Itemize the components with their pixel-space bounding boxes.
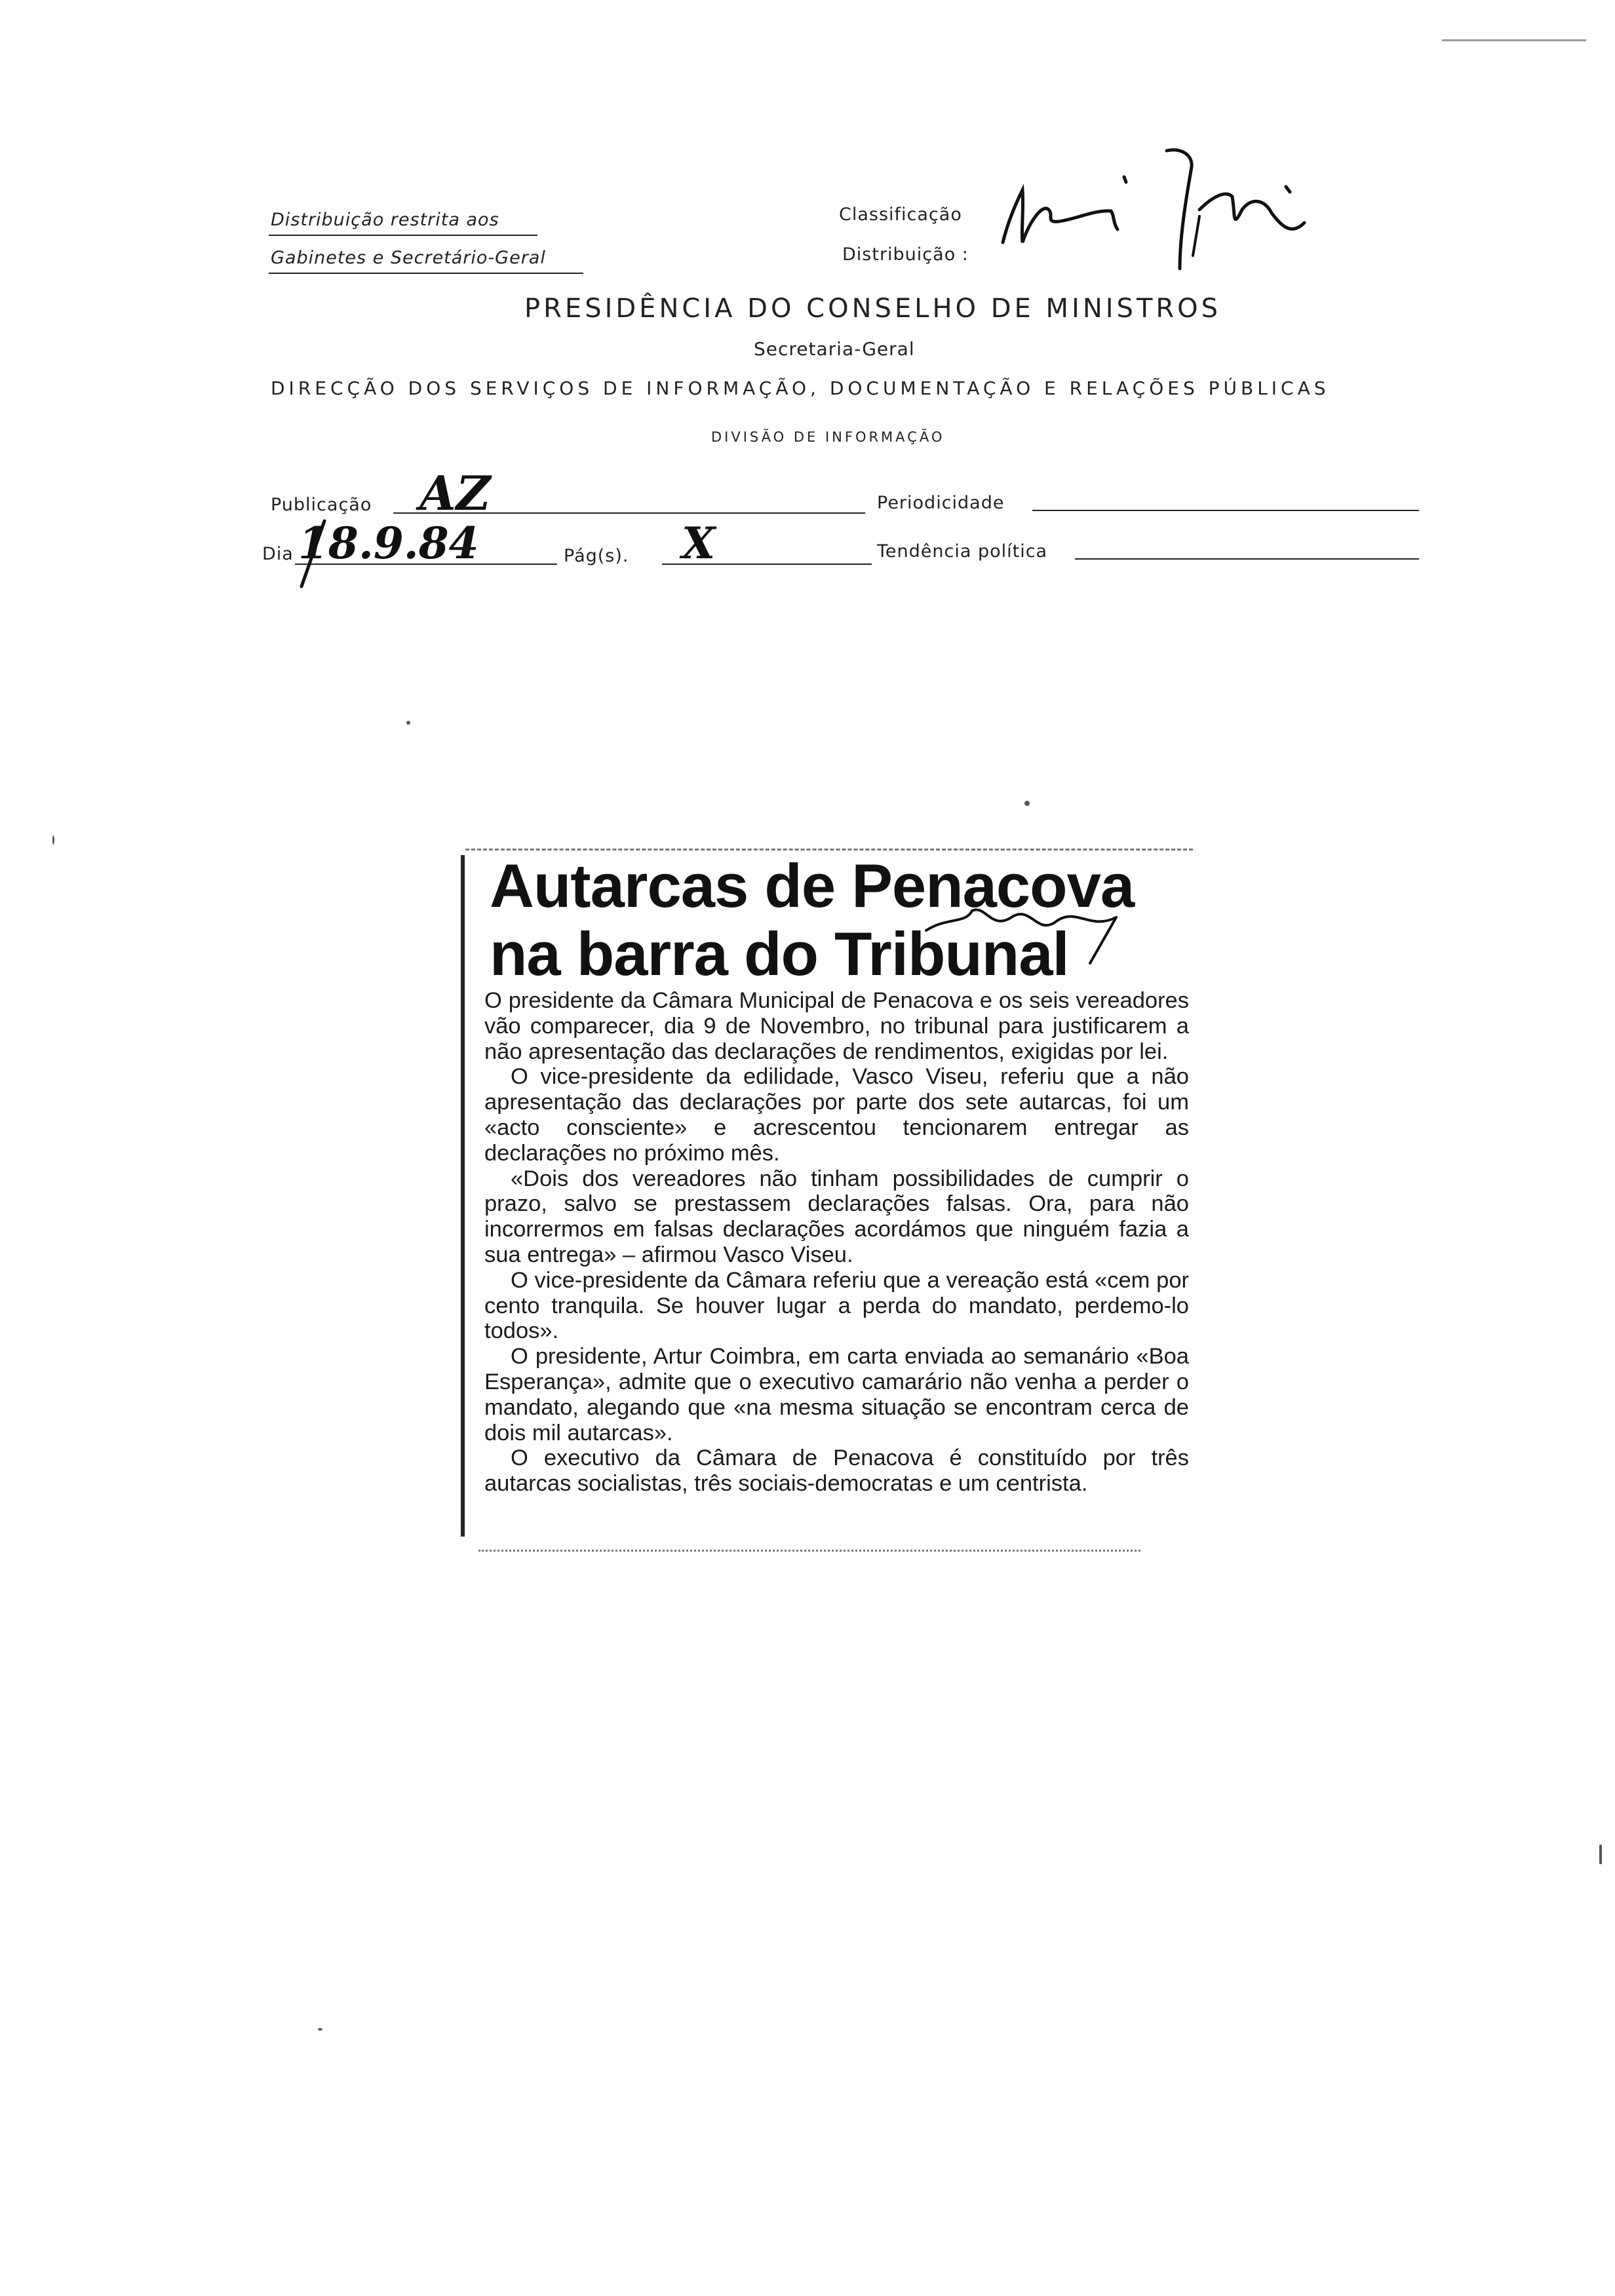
dia-slash [295, 518, 334, 590]
scan-speck [52, 835, 54, 845]
scan-speck [1599, 1845, 1602, 1864]
pags-value: X [682, 518, 716, 569]
newspaper-clipping [461, 845, 1195, 1553]
page-title: PRESIDÊNCIA DO CONSELHO DE MINISTROS [524, 294, 1222, 324]
scan-edge-marks [1442, 39, 1586, 41]
distribution-note-underline1 [269, 235, 537, 236]
pags-label: Pág(s). [564, 546, 629, 566]
periodicidade-label: Periodicidade [877, 493, 1005, 513]
dia-label: Dia [262, 544, 294, 564]
publicacao-value: AZ [419, 465, 491, 521]
tendencia-label: Tendência política [877, 541, 1048, 562]
article-paragraph: O vice-presidente da edilidade, Vasco Viseu, referiu que a não apresentação das declarações por parte dos sete autarcas, foi um «acto consciente» e acrescentou tencionarem entregar as declarações no próximo mês. [484, 1064, 1189, 1166]
distribution-note-underline2 [269, 273, 583, 274]
headline-line1: Autarcas de Penacova [490, 851, 1135, 920]
article-paragraph: O presidente, Artur Coimbra, em carta enviada ao semanário «Boa Esperança», admite que o executivo camarário não venha a perder o mandato, alegando que «na mesma situação se encontram cerca de dois mil autarcas». [484, 1344, 1189, 1445]
distribution-note-line1: Distribuição restrita aos [271, 210, 499, 230]
periodicidade-line [1032, 510, 1419, 511]
tendencia-line [1075, 558, 1419, 560]
distribuicao-label: Distribuição : [842, 244, 969, 265]
publicacao-label: Publicação [271, 495, 372, 515]
dia-value: 18.9.84 [298, 518, 479, 569]
article-body [484, 988, 1189, 1497]
secretaria-label: Secretaria-Geral [754, 338, 915, 360]
scan-speck [1024, 801, 1030, 806]
article-paragraph: O vice-presidente da Câmara referiu que a vereação está «cem por cento tranquila. Se houver lugar a perda do mandato, perdemo-lo todos». [484, 1267, 1189, 1344]
scan-speck [406, 721, 410, 725]
classificacao-label: Classificação [839, 204, 962, 225]
direccao-label: DIRECÇÃO DOS SERVIÇOS DE INFORMAÇÃO, DOCUMENTAÇÃO E RELAÇÕES PÚBLICAS [271, 377, 1330, 399]
divisao-label: DIVISÃO DE INFORMAÇÃO [711, 429, 945, 445]
scan-speck [318, 2028, 322, 2031]
handwritten-signature [983, 138, 1337, 288]
distribution-note-line2: Gabinetes e Secretário-Geral [271, 248, 546, 268]
article-paragraph: O executivo da Câmara de Penacova é constituído por três autarcas socialistas, três sociais-democratas e um centrista. [484, 1445, 1189, 1497]
headline-line2: na barra do Tribunal [490, 919, 1069, 988]
article-paragraph: O presidente da Câmara Municipal de Penacova e os seis vereadores vão comparecer, dia 9 de Novembro, no tribunal para justificarem a não apresentação das declarações de rendimentos, exigidas por lei. [484, 988, 1189, 1064]
clipping-bottom-edge [478, 1550, 1140, 1554]
article-paragraph: «Dois dos vereadores não tinham possibilidades de cumprir o prazo, salvo se prestassem declarações falsas. Ora, para não incorrermos em falsas declarações acordámos que ninguém fazia a sua entrega» – afirmou Vasco Viseu. [484, 1166, 1189, 1267]
headline-scribble [920, 891, 1129, 983]
